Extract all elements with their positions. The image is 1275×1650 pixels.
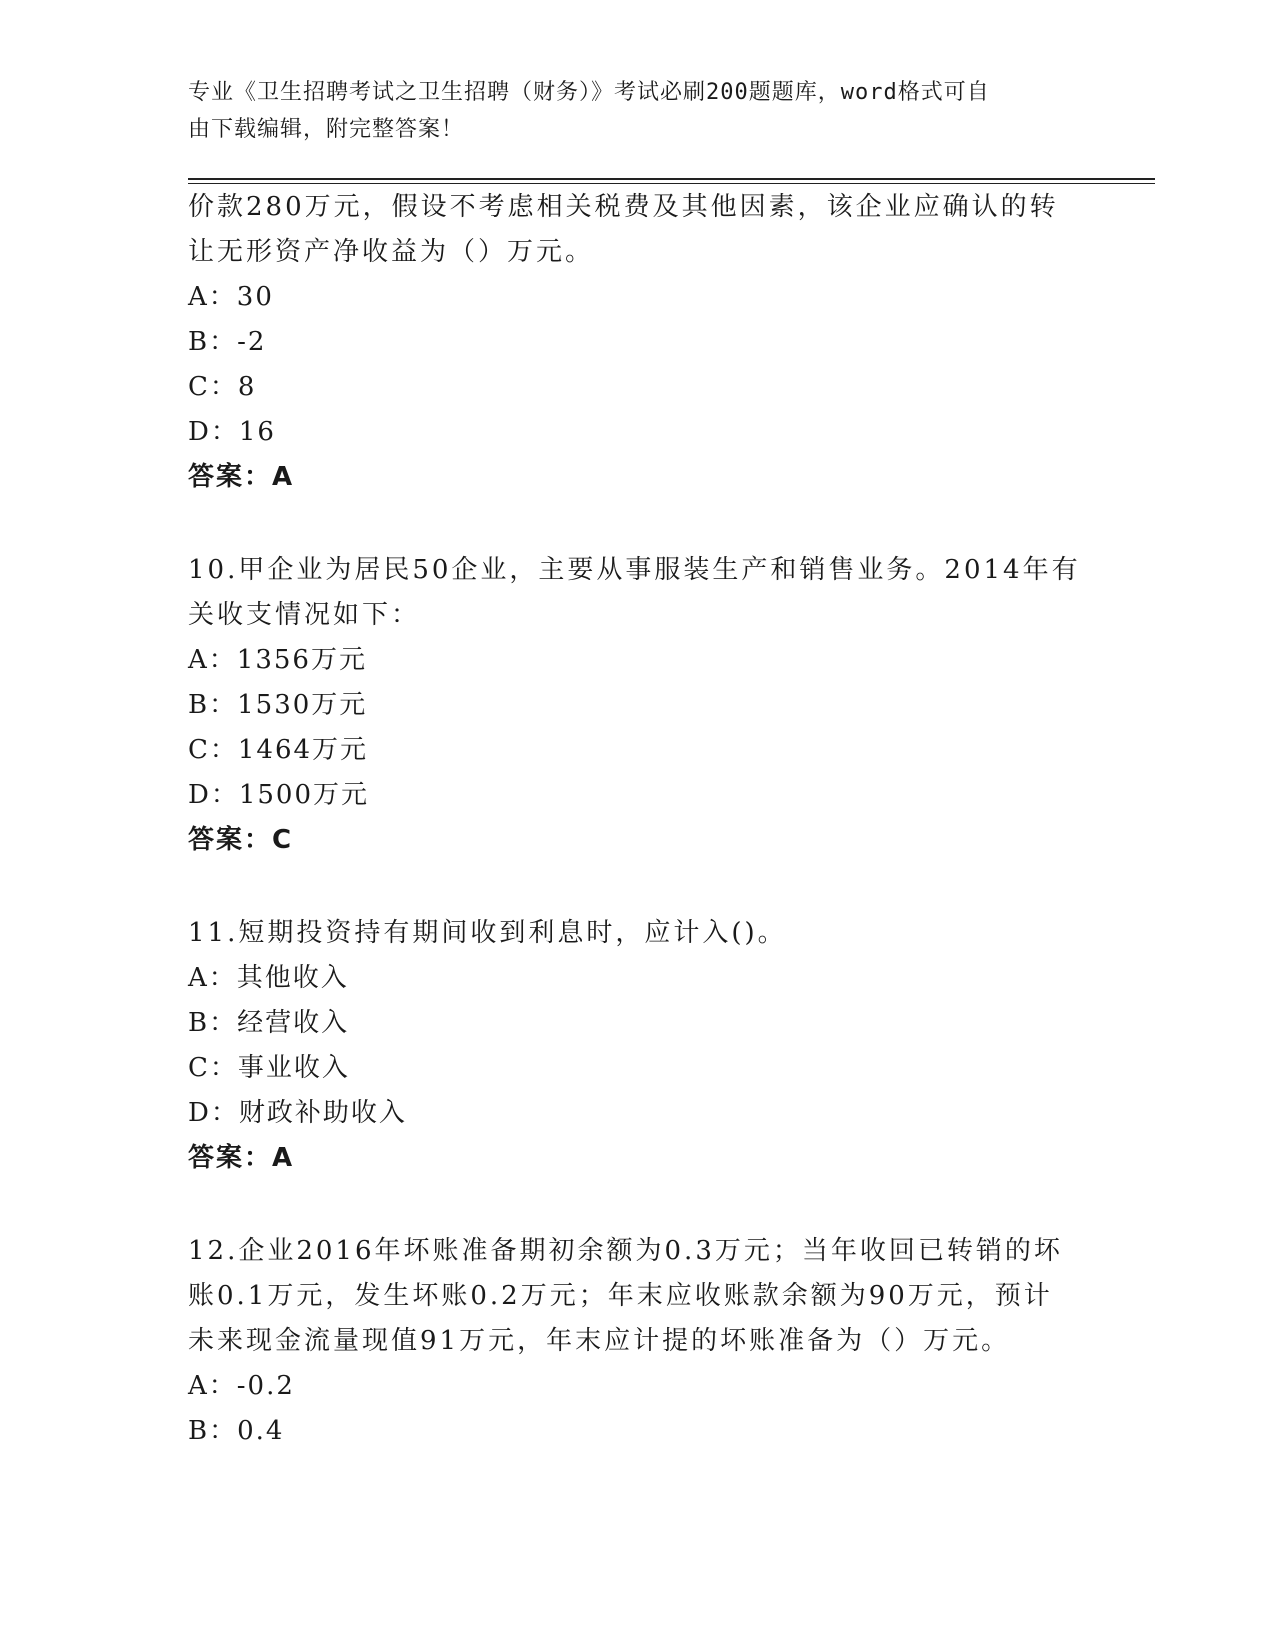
q9-stem-line-1: 价款280万元，假设不考虑相关税费及其他因素，该企业应确认的转 — [188, 192, 1059, 222]
q11-option-d: D：财政补助收入 — [188, 1098, 407, 1128]
q12-option-b: B：0.4 — [188, 1416, 285, 1446]
q9-option-c: C：8 — [188, 372, 257, 402]
q12-stem-line-3: 未来现金流量现值91万元，年末应计提的坏账准备为（）万元。 — [188, 1326, 1011, 1356]
q12-stem-line-1: 12.企业2016年坏账准备期初余额为0.3万元；当年收回已转销的坏 — [188, 1236, 1063, 1266]
q9-answer: 答案：A — [188, 462, 295, 492]
q11-option-b: B：经营收入 — [188, 1008, 350, 1038]
q11-option-c: C：事业收入 — [188, 1053, 350, 1083]
q9-option-a: A：30 — [188, 282, 274, 312]
q10-stem-line-1: 10.甲企业为居民50企业，主要从事服装生产和销售业务。2014年有 — [188, 555, 1081, 585]
q12-option-a: A：-0.2 — [188, 1371, 295, 1401]
header-divider-thin — [188, 183, 1155, 184]
q10-option-a: A：1356万元 — [188, 645, 367, 675]
q12-stem-line-2: 账0.1万元，发生坏账0.2万元；年末应收账款余额为90万元，预计 — [188, 1281, 1053, 1311]
document-header — [188, 74, 1068, 148]
q11-stem-line-1: 11.短期投资持有期间收到利息时，应计入()。 — [188, 918, 787, 948]
q11-option-a: A：其他收入 — [188, 963, 349, 993]
header-divider-thick — [188, 178, 1155, 180]
q9-stem-line-2: 让无形资产净收益为（）万元。 — [188, 237, 595, 267]
q10-option-b: B：1530万元 — [188, 690, 368, 720]
q9-option-d: D：16 — [188, 417, 276, 447]
q11-answer: 答案：A — [188, 1143, 295, 1173]
q10-answer: 答案：C — [188, 825, 294, 855]
q9-option-b: B：-2 — [188, 327, 267, 357]
header-line-2: 由下载编辑，附完整答案！ — [188, 117, 465, 142]
q10-option-c: C：1464万元 — [188, 735, 369, 765]
header-line-1: 专业《卫生招聘考试之卫生招聘（财务）》考试必刷200题题库，word格式可自 — [188, 80, 990, 105]
q10-stem-line-2: 关收支情况如下： — [188, 600, 421, 630]
q10-option-d: D：1500万元 — [188, 780, 370, 810]
